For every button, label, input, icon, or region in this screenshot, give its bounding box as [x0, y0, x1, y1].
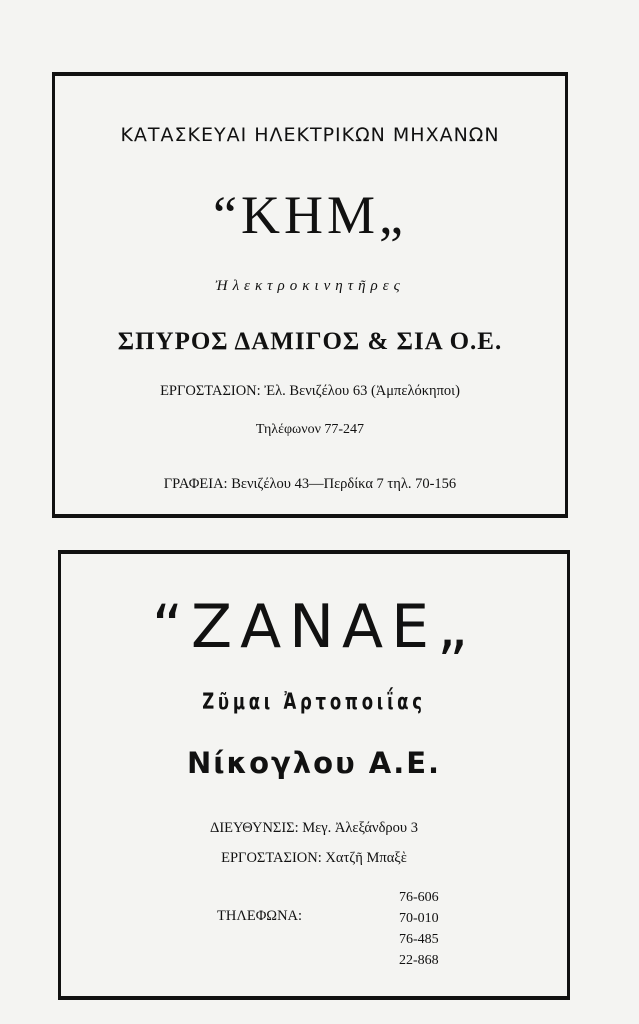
zanae-factory: ΕΡΓΟΣΤΑΣΙΟΝ: Χατζῆ Μπαξὲ: [221, 850, 407, 866]
zanae-subtitle: Ζῦμαι Ἀρτοποιΐας: [202, 690, 426, 715]
zanae-address: ΔΙΕΥΘΥΝΣΙΣ: Μεγ. Ἀλεξάνδρου 3: [210, 820, 418, 836]
zanae-advertisement: [58, 550, 570, 1000]
khm-factory-address: ΕΡΓΟΣΤΑΣΙΟΝ: Ἐλ. Βενιζέλου 63 (Ἀμπελόκηποι): [160, 383, 460, 399]
zanae-phones-label: ΤΗΛΕΦΩΝΑ:: [217, 908, 303, 924]
khm-header: ΚΑΤΑΣΚΕΥΑΙ ΗΛΕΚΤΡΙΚΩΝ ΜΗΧΑΝΩΝ: [120, 124, 500, 146]
khm-offices: ΓΡΑΦΕΙΑ: Βενιζέλου 43—Περδίκα 7 τηλ. 70-156: [163, 476, 457, 492]
khm-brand-name: “ΚΗΜ„: [213, 185, 407, 245]
zanae-phones-list: [399, 887, 439, 971]
khm-subtitle: Ἠλεκτροκινητῆρες: [215, 278, 405, 294]
khm-advertisement: [52, 72, 568, 518]
zanae-brand-name: “ΖΑΝΑΕ„: [151, 592, 477, 662]
khm-company-name: ΣΠΥΡΟΣ ΔΑΜΙΓΟΣ & ΣΙΑ Ο.Ε.: [117, 328, 503, 355]
phone-number: 76-606: [399, 890, 439, 905]
khm-phone: Τηλέφωνον 77-247: [255, 422, 365, 437]
phone-number: 76-485: [399, 932, 439, 947]
phone-number: 70-010: [399, 911, 439, 926]
phone-number: 22-868: [399, 953, 439, 968]
zanae-company-name: Νίκογλου Α.Ε.: [186, 746, 442, 780]
